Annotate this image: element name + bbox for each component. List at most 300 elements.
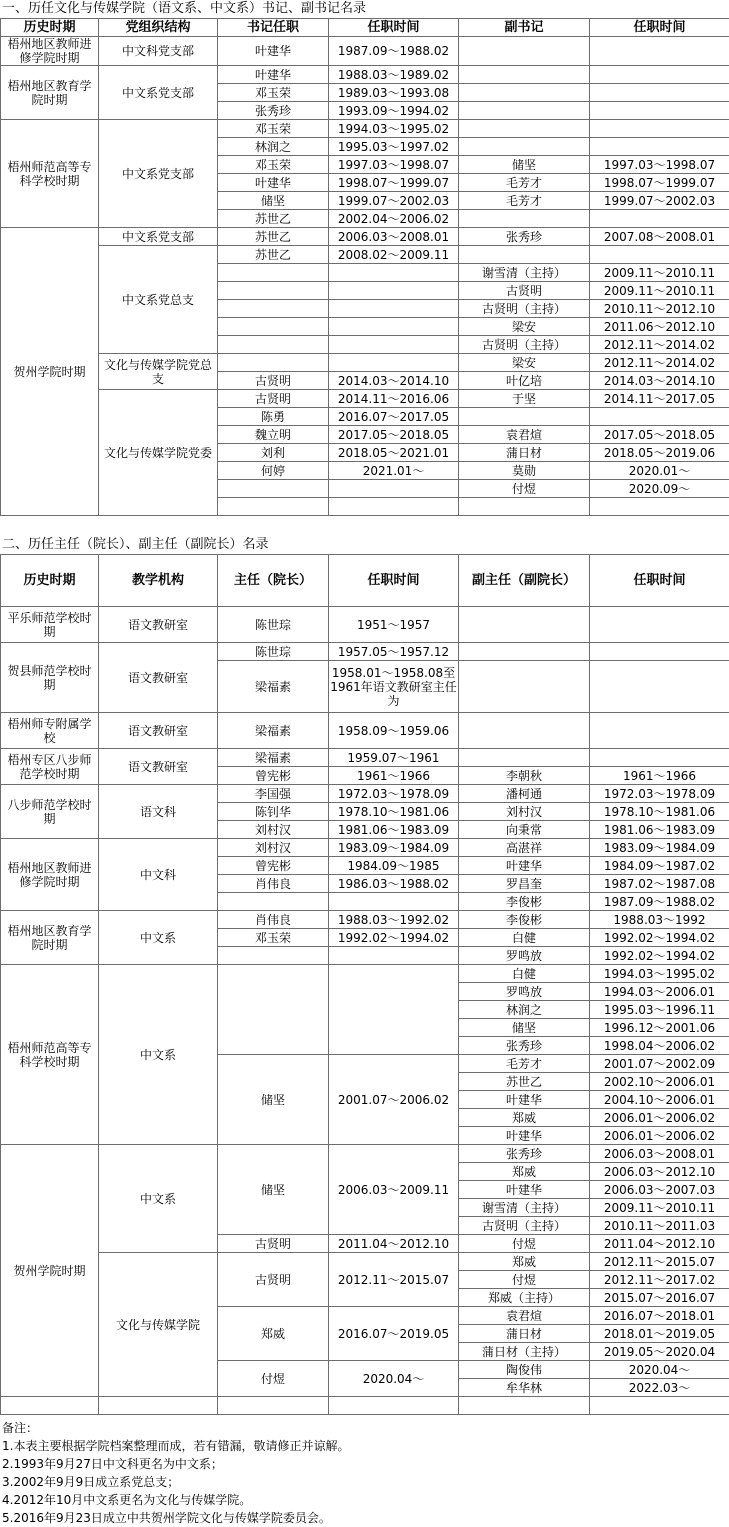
- deputy-cell: 于坚: [459, 390, 590, 408]
- term-cell: 2012.11～2014.02: [590, 354, 729, 372]
- term-cell: 2004.10～2006.01: [590, 1091, 729, 1109]
- term-cell: 2010.11～2011.03: [590, 1217, 729, 1235]
- secretary-cell: [218, 264, 329, 282]
- note-line: 2.1993年9月27日中文科更名为中文系；: [2, 1455, 727, 1473]
- org-cell: 中文科党支部: [99, 37, 218, 66]
- period-cell: 贺州学院时期: [1, 1145, 99, 1397]
- director-cell: 刘村汉: [218, 839, 329, 857]
- term-cell: [590, 661, 729, 713]
- term-cell: [329, 947, 459, 965]
- deputy-cell: 郑威: [459, 1109, 590, 1127]
- deputy-cell: 高湛祥: [459, 839, 590, 857]
- director-cell: 储坚: [218, 1145, 329, 1235]
- secretary-cell: 苏世乙: [218, 228, 329, 246]
- term-cell: 2018.05～2021.01: [329, 444, 459, 462]
- term-cell: 1981.06～1983.09: [329, 821, 459, 839]
- term-cell: 1989.03～1993.08: [329, 84, 459, 102]
- org-cell: 中文系党总支: [99, 246, 218, 354]
- secretary-cell: 叶建华: [218, 37, 329, 66]
- org-cell: 语文科: [99, 785, 218, 839]
- term-cell: 2009.11～2010.11: [590, 264, 729, 282]
- term-cell: 2012.11～2017.02: [590, 1271, 729, 1289]
- term-cell: 2001.07～2006.02: [329, 1055, 459, 1145]
- table-row: [1, 839, 729, 857]
- column-header: 书记任职: [218, 19, 329, 37]
- secretary-cell: 邓玉荣: [218, 84, 329, 102]
- director-cell: 付煜: [218, 1361, 329, 1397]
- section1-title: 一、历任文化与传媒学院（语文系、中文系）书记、副书记名录: [0, 0, 729, 18]
- director-cell: 陈钊华: [218, 803, 329, 821]
- deputy-cell: 毛芳才: [459, 174, 590, 192]
- deputy-cell: 陶俊伟: [459, 1361, 590, 1379]
- term-cell: 2007.08～2008.01: [590, 228, 729, 246]
- column-header: 副主任（副院长）: [459, 555, 590, 607]
- term-cell: 1996.12～2001.06: [590, 1019, 729, 1037]
- note-line: 4.2012年10月中文系更名为文化与传媒学院。: [2, 1491, 727, 1509]
- secretary-cell: 古贤明: [218, 372, 329, 390]
- term-cell: [590, 84, 729, 102]
- director-cell: 肖伟良: [218, 911, 329, 929]
- column-header: 任职时间: [590, 19, 729, 37]
- org-cell: 中文系: [99, 965, 218, 1145]
- deputy-cell: [459, 66, 590, 84]
- term-cell: 2017.05～2018.05: [590, 426, 729, 444]
- term-cell: [590, 138, 729, 156]
- term-cell: 1987.09～1988.02: [329, 37, 459, 66]
- term-cell: 1987.02～1987.08: [590, 875, 729, 893]
- secretary-cell: 何婷: [218, 462, 329, 480]
- period-cell: 贺州学院时期: [1, 228, 99, 516]
- table-row: [1, 120, 729, 138]
- deputy-cell: 梁安: [459, 318, 590, 336]
- director-cell: [218, 965, 329, 1055]
- secretary-cell: 储坚: [218, 192, 329, 210]
- term-cell: 1999.07～2002.03: [329, 192, 459, 210]
- term-cell: 1983.09～1984.09: [329, 839, 459, 857]
- director-cell: 曾宪彬: [218, 767, 329, 785]
- deputy-cell: 袁君煊: [459, 426, 590, 444]
- note-line: 3.2002年9月9日成立系党总支；: [2, 1473, 727, 1491]
- period-cell: 梧州专区八步师范学校时期: [1, 749, 99, 785]
- term-cell: 1994.03～1995.02: [329, 120, 459, 138]
- deputy-cell: 罗鸣放: [459, 947, 590, 965]
- secretary-cell: 刘利: [218, 444, 329, 462]
- term-cell: [590, 66, 729, 84]
- deputy-cell: 谢雪清（主持）: [459, 1199, 590, 1217]
- table-row: [1, 749, 729, 767]
- org-cell: 中文系党支部: [99, 120, 218, 228]
- secretary-table: [0, 18, 729, 516]
- deputy-cell: 李俊彬: [459, 911, 590, 929]
- term-cell: 2020.04～: [329, 1361, 459, 1397]
- deputy-cell: 郑威: [459, 1253, 590, 1271]
- deputy-cell: 储坚: [459, 1019, 590, 1037]
- deputy-cell: 叶建华: [459, 1127, 590, 1145]
- term-cell: 1972.03～1978.09: [329, 785, 459, 803]
- director-cell: [218, 947, 329, 965]
- secretary-cell: 张秀珍: [218, 102, 329, 120]
- secretary-cell: 陈勇: [218, 408, 329, 426]
- term-cell: 2001.07～2002.09: [590, 1055, 729, 1073]
- term-cell: 1995.03～1996.11: [590, 1001, 729, 1019]
- deputy-cell: 古贤明（主持）: [459, 336, 590, 354]
- note-line: 备注：: [2, 1419, 727, 1437]
- term-cell: 1958.09～1959.06: [329, 713, 459, 749]
- term-cell: [329, 300, 459, 318]
- secretary-cell: [218, 318, 329, 336]
- deputy-cell: [459, 1397, 590, 1415]
- org-cell: 语文教研室: [99, 713, 218, 749]
- period-cell: 梧州地区教师进修学院时期: [1, 839, 99, 911]
- term-cell: 1994.03～1995.02: [590, 965, 729, 983]
- deputy-cell: 李朝秋: [459, 767, 590, 785]
- secretary-cell: 叶建华: [218, 174, 329, 192]
- table-header-row: [1, 555, 729, 607]
- period-cell: 梧州师专附属学校: [1, 713, 99, 749]
- director-cell: 曾宪彬: [218, 857, 329, 875]
- org-cell: 中文系: [99, 911, 218, 965]
- secretary-cell: [218, 354, 329, 372]
- director-cell: 郑威: [218, 1307, 329, 1361]
- column-header: 任职时间: [329, 555, 459, 607]
- term-cell: 2006.03～2007.03: [590, 1181, 729, 1199]
- term-cell: 2006.03～2009.11: [329, 1145, 459, 1235]
- org-cell: 中文系: [99, 1145, 218, 1253]
- deputy-cell: 付煜: [459, 480, 590, 498]
- table-row: [1, 390, 729, 408]
- term-cell: 2018.05～2019.06: [590, 444, 729, 462]
- deputy-cell: 古贤明（主持）: [459, 300, 590, 318]
- secretary-cell: 古贤明: [218, 390, 329, 408]
- column-header: 任职时间: [329, 19, 459, 37]
- term-cell: 2010.11～2012.10: [590, 300, 729, 318]
- deputy-cell: 叶建华: [459, 1091, 590, 1109]
- deputy-cell: 毛芳才: [459, 1055, 590, 1073]
- term-cell: 1999.07～2002.03: [590, 192, 729, 210]
- deputy-cell: [459, 84, 590, 102]
- deputy-cell: [459, 408, 590, 426]
- deputy-cell: [459, 138, 590, 156]
- org-cell: 语文教研室: [99, 749, 218, 785]
- term-cell: 1997.03～1998.07: [329, 156, 459, 174]
- period-cell: 梧州师范高等专科学校时期: [1, 965, 99, 1145]
- deputy-cell: 蒲日材（主持）: [459, 1343, 590, 1361]
- org-cell: 中文系党支部: [99, 66, 218, 120]
- term-cell: 1998.07～1999.07: [590, 174, 729, 192]
- term-cell: 1994.03～2006.01: [590, 983, 729, 1001]
- secretary-cell: 邓玉荣: [218, 156, 329, 174]
- deputy-cell: 袁君煊: [459, 1307, 590, 1325]
- deputy-cell: 张秀珍: [459, 1037, 590, 1055]
- deputy-cell: 白健: [459, 965, 590, 983]
- term-cell: 2021.01～: [329, 462, 459, 480]
- deputy-cell: 莫勋: [459, 462, 590, 480]
- director-cell: 陈世琮: [218, 643, 329, 661]
- deputy-cell: 叶建华: [459, 857, 590, 875]
- term-cell: 2012.11～2015.07: [590, 1253, 729, 1271]
- term-cell: [329, 336, 459, 354]
- deputy-cell: 梁安: [459, 354, 590, 372]
- term-cell: [590, 120, 729, 138]
- term-cell: 1997.03～1998.07: [590, 156, 729, 174]
- term-cell: 2011.04～2012.10: [590, 1235, 729, 1253]
- table-row: [1, 246, 729, 264]
- director-cell: 古贤明: [218, 1235, 329, 1253]
- term-cell: 1992.02～1994.02: [590, 929, 729, 947]
- term-cell: 1984.09～1987.02: [590, 857, 729, 875]
- deputy-cell: [459, 37, 590, 66]
- secretary-cell: [218, 336, 329, 354]
- secretary-cell: [218, 282, 329, 300]
- deputy-cell: 蒲日材: [459, 444, 590, 462]
- note-line: 5.2016年9月23日成立中共贺州学院文化与传媒学院委员会。: [2, 1509, 727, 1527]
- deputy-cell: 付煜: [459, 1235, 590, 1253]
- deputy-cell: 张秀珍: [459, 1145, 590, 1163]
- term-cell: 1992.02～1994.02: [590, 947, 729, 965]
- term-cell: 2009.11～2010.11: [590, 1199, 729, 1217]
- secretary-cell: 苏世乙: [218, 246, 329, 264]
- term-cell: 2020.01～: [590, 462, 729, 480]
- notes: [0, 1415, 729, 1527]
- deputy-cell: 刘村汉: [459, 803, 590, 821]
- term-cell: 2011.06～2012.10: [590, 318, 729, 336]
- term-cell: 2020.04～: [590, 1361, 729, 1379]
- term-cell: 1986.03～1988.02: [329, 875, 459, 893]
- org-cell: 中文科: [99, 839, 218, 911]
- deputy-cell: 罗鸣放: [459, 983, 590, 1001]
- org-cell: 文化与传媒学院党委: [99, 390, 218, 516]
- term-cell: 2012.11～2014.02: [590, 336, 729, 354]
- deputy-cell: [459, 713, 590, 749]
- period-cell: 贺县师范学校时期: [1, 643, 99, 713]
- table-row: [1, 785, 729, 803]
- term-cell: [329, 282, 459, 300]
- term-cell: [590, 37, 729, 66]
- period-cell: 八步师范学校时期: [1, 785, 99, 839]
- secretary-cell: [218, 300, 329, 318]
- table-header-row: [1, 19, 729, 37]
- term-cell: [590, 102, 729, 120]
- term-cell: 2016.07～2018.01: [590, 1307, 729, 1325]
- deputy-cell: [459, 210, 590, 228]
- deputy-cell: 李俊彬: [459, 893, 590, 911]
- deputy-cell: [459, 120, 590, 138]
- term-cell: 1984.09～1985: [329, 857, 459, 875]
- note-line: 1.本表主要根据学院档案整理而成，若有错漏，敬请修正并谅解。: [2, 1437, 727, 1455]
- director-cell: 梁福素: [218, 661, 329, 713]
- period-cell: 梧州地区教师进修学院时期: [1, 37, 99, 66]
- term-cell: 1998.07～1999.07: [329, 174, 459, 192]
- org-cell: [99, 1397, 218, 1415]
- period-cell: [1, 1397, 99, 1415]
- column-header: 历史时期: [1, 555, 99, 607]
- director-cell: [218, 1397, 329, 1415]
- period-cell: 平乐师范学校时期: [1, 607, 99, 643]
- column-header: 历史时期: [1, 19, 99, 37]
- deputy-cell: 古贤明（主持）: [459, 1217, 590, 1235]
- deputy-cell: [459, 749, 590, 767]
- org-cell: 语文教研室: [99, 607, 218, 643]
- term-cell: 1988.03～1992.02: [329, 911, 459, 929]
- term-cell: 2014.03～2014.10: [329, 372, 459, 390]
- table-row: [1, 643, 729, 661]
- org-cell: 中文系党支部: [99, 228, 218, 246]
- table-row: [1, 1145, 729, 1163]
- director-cell: 梁福素: [218, 713, 329, 749]
- table-row: [1, 1253, 729, 1271]
- period-cell: 梧州地区教育学院时期: [1, 66, 99, 120]
- column-header: 副书记: [459, 19, 590, 37]
- term-cell: 1961～1966: [590, 767, 729, 785]
- term-cell: 1957.05～1957.12: [329, 643, 459, 661]
- term-cell: 1983.09～1984.09: [590, 839, 729, 857]
- director-cell: 李国强: [218, 785, 329, 803]
- deputy-cell: 叶建华: [459, 1181, 590, 1199]
- secretary-cell: [459, 498, 590, 516]
- deputy-cell: [459, 643, 590, 661]
- table-row: [1, 911, 729, 929]
- secretary-cell: 邓玉荣: [218, 120, 329, 138]
- column-header: 党组织结构: [99, 19, 218, 37]
- term-cell: 2012.11～2015.07: [329, 1253, 459, 1307]
- term-cell: [329, 264, 459, 282]
- term-cell: [590, 749, 729, 767]
- term-cell: [590, 408, 729, 426]
- term-cell: [590, 607, 729, 643]
- term-cell: 1978.10～1981.06: [590, 803, 729, 821]
- period-cell: 梧州地区教育学院时期: [1, 911, 99, 965]
- deputy-cell: 林润之: [459, 1001, 590, 1019]
- deputy-cell: 牟华林: [459, 1379, 590, 1397]
- table-row: [1, 607, 729, 643]
- term-cell: 1959.07～1961: [329, 749, 459, 767]
- deputy-cell: 潘柯通: [459, 785, 590, 803]
- director-table: [0, 554, 729, 1415]
- secretary-cell: 叶建华: [218, 66, 329, 84]
- director-cell: 邓玉荣: [218, 929, 329, 947]
- term-cell: 1981.06～1983.09: [590, 821, 729, 839]
- deputy-cell: 叶亿培: [459, 372, 590, 390]
- column-header: 主任（院长）: [218, 555, 329, 607]
- director-cell: 陈世琮: [218, 607, 329, 643]
- term-cell: 1951～1957: [329, 607, 459, 643]
- deputy-cell: 郑威: [459, 1163, 590, 1181]
- table-row: [1, 66, 729, 84]
- table-row: [1, 37, 729, 66]
- org-cell: 文化与传媒学院党总支: [99, 354, 218, 390]
- period-cell: [218, 498, 329, 516]
- term-cell: [329, 893, 459, 911]
- director-cell: [218, 893, 329, 911]
- table-row: [1, 354, 729, 372]
- director-cell: 肖伟良: [218, 875, 329, 893]
- term-cell: 1993.09～1994.02: [329, 102, 459, 120]
- term-cell: [590, 498, 729, 516]
- period-cell: 梧州师范高等专科学校时期: [1, 120, 99, 228]
- term-cell: 2008.02～2009.11: [329, 246, 459, 264]
- director-cell: 刘村汉: [218, 821, 329, 839]
- deputy-cell: [459, 607, 590, 643]
- secretary-cell: 苏世乙: [218, 210, 329, 228]
- org-cell: 语文教研室: [99, 643, 218, 713]
- term-cell: 2006.03～2008.01: [590, 1145, 729, 1163]
- deputy-cell: 蒲日材: [459, 1325, 590, 1343]
- secretary-cell: [218, 480, 329, 498]
- term-cell: 2006.03～2012.10: [590, 1163, 729, 1181]
- term-cell: 2020.09～: [590, 480, 729, 498]
- secretary-cell: 魏立明: [218, 426, 329, 444]
- table-row: [1, 1397, 729, 1415]
- secretary-cell: 林润之: [218, 138, 329, 156]
- term-cell: [329, 1397, 459, 1415]
- org-cell: [329, 498, 459, 516]
- deputy-cell: 张秀珍: [459, 228, 590, 246]
- term-cell: 2006.01～2006.02: [590, 1127, 729, 1145]
- term-cell: [590, 713, 729, 749]
- term-cell: 1978.10～1981.06: [329, 803, 459, 821]
- term-cell: [590, 246, 729, 264]
- term-cell: [329, 480, 459, 498]
- term-cell: 2016.07～2019.05: [329, 1307, 459, 1361]
- term-cell: 2014.11～2017.05: [590, 390, 729, 408]
- term-cell: 2014.03～2014.10: [590, 372, 729, 390]
- table-row: [1, 228, 729, 246]
- deputy-cell: 古贤明: [459, 282, 590, 300]
- table-row: [1, 713, 729, 749]
- term-cell: 2011.04～2012.10: [329, 1235, 459, 1253]
- term-cell: 2014.11～2016.06: [329, 390, 459, 408]
- table-row: [1, 965, 729, 983]
- term-cell: 1992.02～1994.02: [329, 929, 459, 947]
- term-cell: 2002.04～2006.02: [329, 210, 459, 228]
- term-cell: 2015.07～2016.07: [590, 1289, 729, 1307]
- section2-title: 二、历任主任（院长）、副主任（副院长）名录: [0, 536, 729, 554]
- term-cell: 2018.01～2019.05: [590, 1325, 729, 1343]
- term-cell: 2022.03～: [590, 1379, 729, 1397]
- deputy-cell: [459, 661, 590, 713]
- deputy-cell: 付煜: [459, 1271, 590, 1289]
- director-cell: 储坚: [218, 1055, 329, 1145]
- term-cell: [329, 354, 459, 372]
- director-cell: 梁福素: [218, 749, 329, 767]
- term-cell: 1995.03～1997.02: [329, 138, 459, 156]
- term-cell: 1972.03～1978.09: [590, 785, 729, 803]
- deputy-cell: 谢雪清（主持）: [459, 264, 590, 282]
- term-cell: 2006.03～2008.01: [329, 228, 459, 246]
- deputy-cell: 苏世乙: [459, 1073, 590, 1091]
- term-cell: [590, 210, 729, 228]
- term-cell: 2002.10～2006.01: [590, 1073, 729, 1091]
- director-cell: 古贤明: [218, 1253, 329, 1307]
- column-header: 教学机构: [99, 555, 218, 607]
- term-cell: 1958.01～1958.08至1961年语文教研室主任为: [329, 661, 459, 713]
- org-cell: 文化与传媒学院: [99, 1253, 218, 1397]
- term-cell: 1988.03～1989.02: [329, 66, 459, 84]
- term-cell: 2006.01～2006.02: [590, 1109, 729, 1127]
- deputy-cell: 毛芳才: [459, 192, 590, 210]
- deputy-cell: 白健: [459, 929, 590, 947]
- deputy-cell: [459, 102, 590, 120]
- deputy-cell: 罗昌奎: [459, 875, 590, 893]
- term-cell: 2016.07～2017.05: [329, 408, 459, 426]
- deputy-cell: 向秉常: [459, 821, 590, 839]
- term-cell: 2009.11～2010.11: [590, 282, 729, 300]
- column-header: 任职时间: [590, 555, 729, 607]
- term-cell: 1961～1966: [329, 767, 459, 785]
- deputy-cell: 郑威（主持）: [459, 1289, 590, 1307]
- term-cell: [329, 965, 459, 1055]
- deputy-cell: 储坚: [459, 156, 590, 174]
